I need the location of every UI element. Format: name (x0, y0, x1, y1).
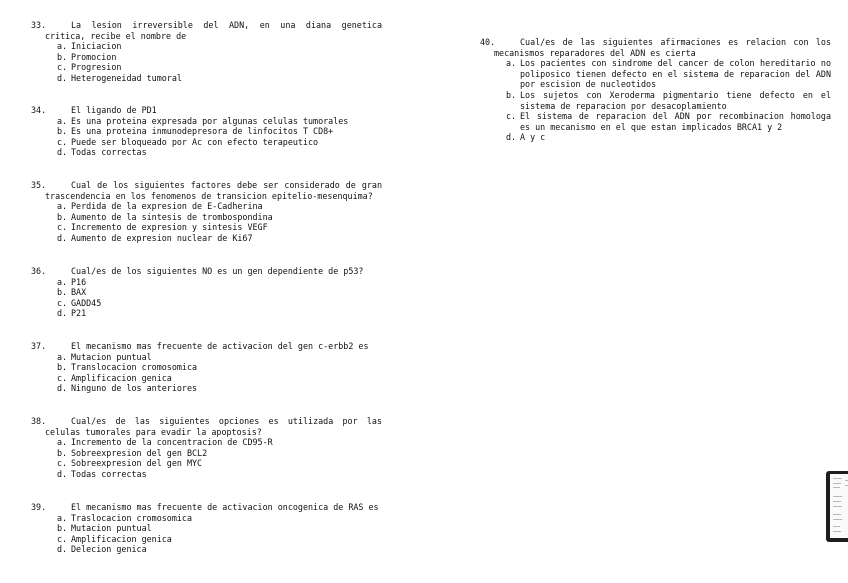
option-text: Delecion genica (71, 544, 147, 555)
option-letter: d. (57, 72, 68, 83)
option-letter: b. (57, 362, 68, 373)
answer-options (31, 513, 382, 555)
question-number: 37. (31, 341, 47, 351)
option-letter: c. (57, 62, 68, 73)
answer-option (57, 277, 382, 288)
question-stem (31, 416, 382, 437)
option-letter: a. (57, 201, 68, 212)
answer-option (57, 41, 382, 52)
question-stem (31, 266, 382, 277)
answer-option (57, 544, 382, 555)
answer-option (57, 534, 382, 545)
option-text: A y c (520, 132, 546, 143)
question-number: 38. (31, 416, 47, 426)
answer-option (57, 62, 382, 73)
question-text: Cual/es de los siguientes NO es un gen dependiente de p53? (71, 266, 364, 276)
question-number: 36. (31, 266, 47, 276)
answer-option (57, 373, 382, 384)
option-text: Translocacion cromosomica (71, 362, 198, 373)
thumbnail-text-line (833, 483, 841, 484)
option-text: Todas correctas (71, 147, 147, 158)
answer-option (506, 132, 831, 143)
option-letter: d. (57, 147, 68, 158)
question-33 (31, 20, 382, 84)
question-34 (31, 105, 382, 158)
question-text: Cual de los siguientes factores debe ser considerado de gran trascendencia en los fenomenos de transicion epitelio-mesenquima? (45, 180, 382, 201)
question-text: El mecanismo mas frecuente de activacion del gen c-erbb2 es (71, 341, 369, 351)
answer-option (57, 523, 382, 534)
option-text: Puede ser bloqueado por Ac con efecto terapeutico (71, 136, 319, 147)
question-stem (31, 502, 382, 513)
answer-option (57, 308, 382, 319)
option-text: Sobreexpresion del gen BCL2 (71, 447, 208, 458)
question-number: 40. (480, 37, 496, 47)
option-text: Todas correctas (71, 468, 147, 479)
question-number: 33. (31, 20, 47, 30)
question-stem (31, 20, 382, 41)
option-letter: b. (506, 89, 517, 100)
question-number: 34. (31, 105, 47, 115)
answer-option (57, 137, 382, 148)
question-number: 39. (31, 502, 47, 512)
answer-option (506, 90, 831, 111)
option-letter: c. (506, 111, 517, 122)
option-letter: a. (57, 437, 68, 448)
option-text: Amplificacion genica (71, 372, 172, 383)
option-text: Los sujetos con Xeroderma pigmentario tiene defecto en el sistema de reparacion por desacoplamiento (520, 89, 831, 111)
answer-option (57, 513, 382, 524)
option-text: Amplificacion genica (71, 533, 172, 544)
answer-options (31, 116, 382, 158)
option-letter: b. (57, 287, 68, 298)
option-text: Es una proteina expresada por algunas celulas tumorales (71, 115, 349, 126)
option-text: BAX (71, 287, 87, 298)
option-letter: c. (57, 372, 68, 383)
option-text: Incremento de expresion y sintesis VEGF (71, 222, 268, 233)
question-text: El mecanismo mas frecuente de activacion oncogenica de RAS es (71, 502, 379, 512)
question-35 (31, 180, 382, 244)
option-text: El sistema de reparacion del ADN por recombinacion homologa es un mecanismo en el que estan implicados BRCA1 y 2 (520, 111, 831, 132)
answer-options (31, 277, 382, 319)
option-text: Heterogeneidad tumoral (71, 72, 182, 83)
option-letter: b. (57, 523, 68, 534)
option-letter: b. (57, 447, 68, 458)
option-text: Mutacion puntual (71, 351, 152, 362)
answer-option (57, 469, 382, 480)
question-stem (31, 105, 382, 116)
answer-options (31, 437, 382, 479)
answer-option (506, 111, 831, 132)
answer-option (57, 222, 382, 233)
option-text: Perdida de la expresion de E-Cadherina (71, 201, 263, 212)
thumbnail-page-preview (830, 474, 848, 538)
answer-option (57, 126, 382, 137)
answer-option (57, 352, 382, 363)
thumbnail-text-line (833, 501, 841, 502)
option-letter: c. (57, 297, 68, 308)
answer-option (57, 52, 382, 63)
option-letter: d. (57, 544, 68, 555)
option-text: P21 (71, 308, 87, 319)
answer-options (31, 201, 382, 243)
thumbnail-text-line (833, 519, 842, 520)
answer-options (31, 41, 382, 83)
option-letter: d. (506, 132, 517, 143)
answer-option (57, 458, 382, 469)
option-letter: d. (57, 468, 68, 479)
option-text: GADD45 (71, 297, 102, 308)
thumbnail-text-line (833, 478, 842, 479)
question-number: 35. (31, 180, 47, 190)
answer-option (57, 298, 382, 309)
option-letter: a. (57, 351, 68, 362)
option-letter: d. (57, 383, 68, 394)
page-thumbnail[interactable] (826, 471, 848, 542)
question-37 (31, 341, 382, 394)
question-stem (31, 341, 382, 352)
question-stem (480, 37, 831, 58)
option-letter: a. (57, 41, 68, 52)
option-text: Promocion (71, 51, 117, 62)
option-letter: c. (57, 222, 68, 233)
option-text: Traslocacion cromosomica (71, 512, 193, 523)
thumbnail-text-line (833, 526, 840, 527)
answer-option (57, 233, 382, 244)
option-text: Aumento de expresion nuclear de Ki67 (71, 232, 253, 243)
option-text: Sobreexpresion del gen MYC (71, 458, 203, 469)
option-letter: b. (57, 126, 68, 137)
option-text: Iniciacion (71, 41, 122, 52)
answer-option (57, 73, 382, 84)
answer-option (57, 287, 382, 298)
question-text: Cual/es de las siguientes opciones es utilizada por las celulas tumorales para evadir la apoptosis? (45, 416, 382, 437)
thumbnail-text-line (833, 506, 842, 507)
answer-option (57, 448, 382, 459)
question-stem (31, 180, 382, 201)
question-text: La lesion irreversible del ADN, en una diana genetica critica, recibe el nombre de (45, 20, 382, 41)
option-letter: c. (57, 136, 68, 147)
answer-option (57, 201, 382, 212)
option-letter: a. (57, 512, 68, 523)
option-text: Es una proteina inmunodepresora de linfocitos T CD8+ (71, 126, 334, 137)
thumbnail-text-line (833, 496, 842, 497)
answer-option (57, 212, 382, 223)
option-text: Mutacion puntual (71, 523, 152, 534)
option-letter: c. (57, 458, 68, 469)
option-text: Incremento de la concentracion de CD95-R (71, 437, 273, 448)
option-letter: c. (57, 533, 68, 544)
question-40 (480, 37, 831, 143)
question-38 (31, 416, 382, 480)
option-letter: a. (57, 115, 68, 126)
answer-option (506, 58, 831, 90)
answer-option (57, 147, 382, 158)
question-text: Cual/es de las siguientes afirmaciones es relacion con los mecanismos reparadores del ADN es cierta (494, 37, 831, 58)
option-text: P16 (71, 276, 87, 287)
option-letter: b. (57, 211, 68, 222)
option-text: Ninguno de los anteriores (71, 383, 198, 394)
option-text: Los pacientes con sindrome del cancer de colon hereditario no poliposico tienen defecto en el sistema de reparacion del ADN por escision de nucleotidos (520, 58, 831, 90)
option-letter: d. (57, 308, 68, 319)
answer-option (57, 437, 382, 448)
option-letter: d. (57, 232, 68, 243)
option-letter: a. (57, 276, 68, 287)
thumbnail-text-line (833, 514, 841, 515)
option-text: Progresion (71, 62, 122, 73)
thumbnail-text-line (833, 487, 840, 488)
option-text: Aumento de la sintesis de trombospondina (71, 211, 273, 222)
question-text: El ligando de PD1 (71, 105, 157, 115)
answer-options (480, 58, 831, 143)
option-letter: a. (506, 58, 517, 69)
answer-option (57, 383, 382, 394)
answer-options (31, 352, 382, 394)
question-36 (31, 266, 382, 319)
answer-option (57, 116, 382, 127)
answer-option (57, 362, 382, 373)
thumbnail-text-line (833, 531, 841, 532)
question-39 (31, 502, 382, 555)
option-letter: b. (57, 51, 68, 62)
